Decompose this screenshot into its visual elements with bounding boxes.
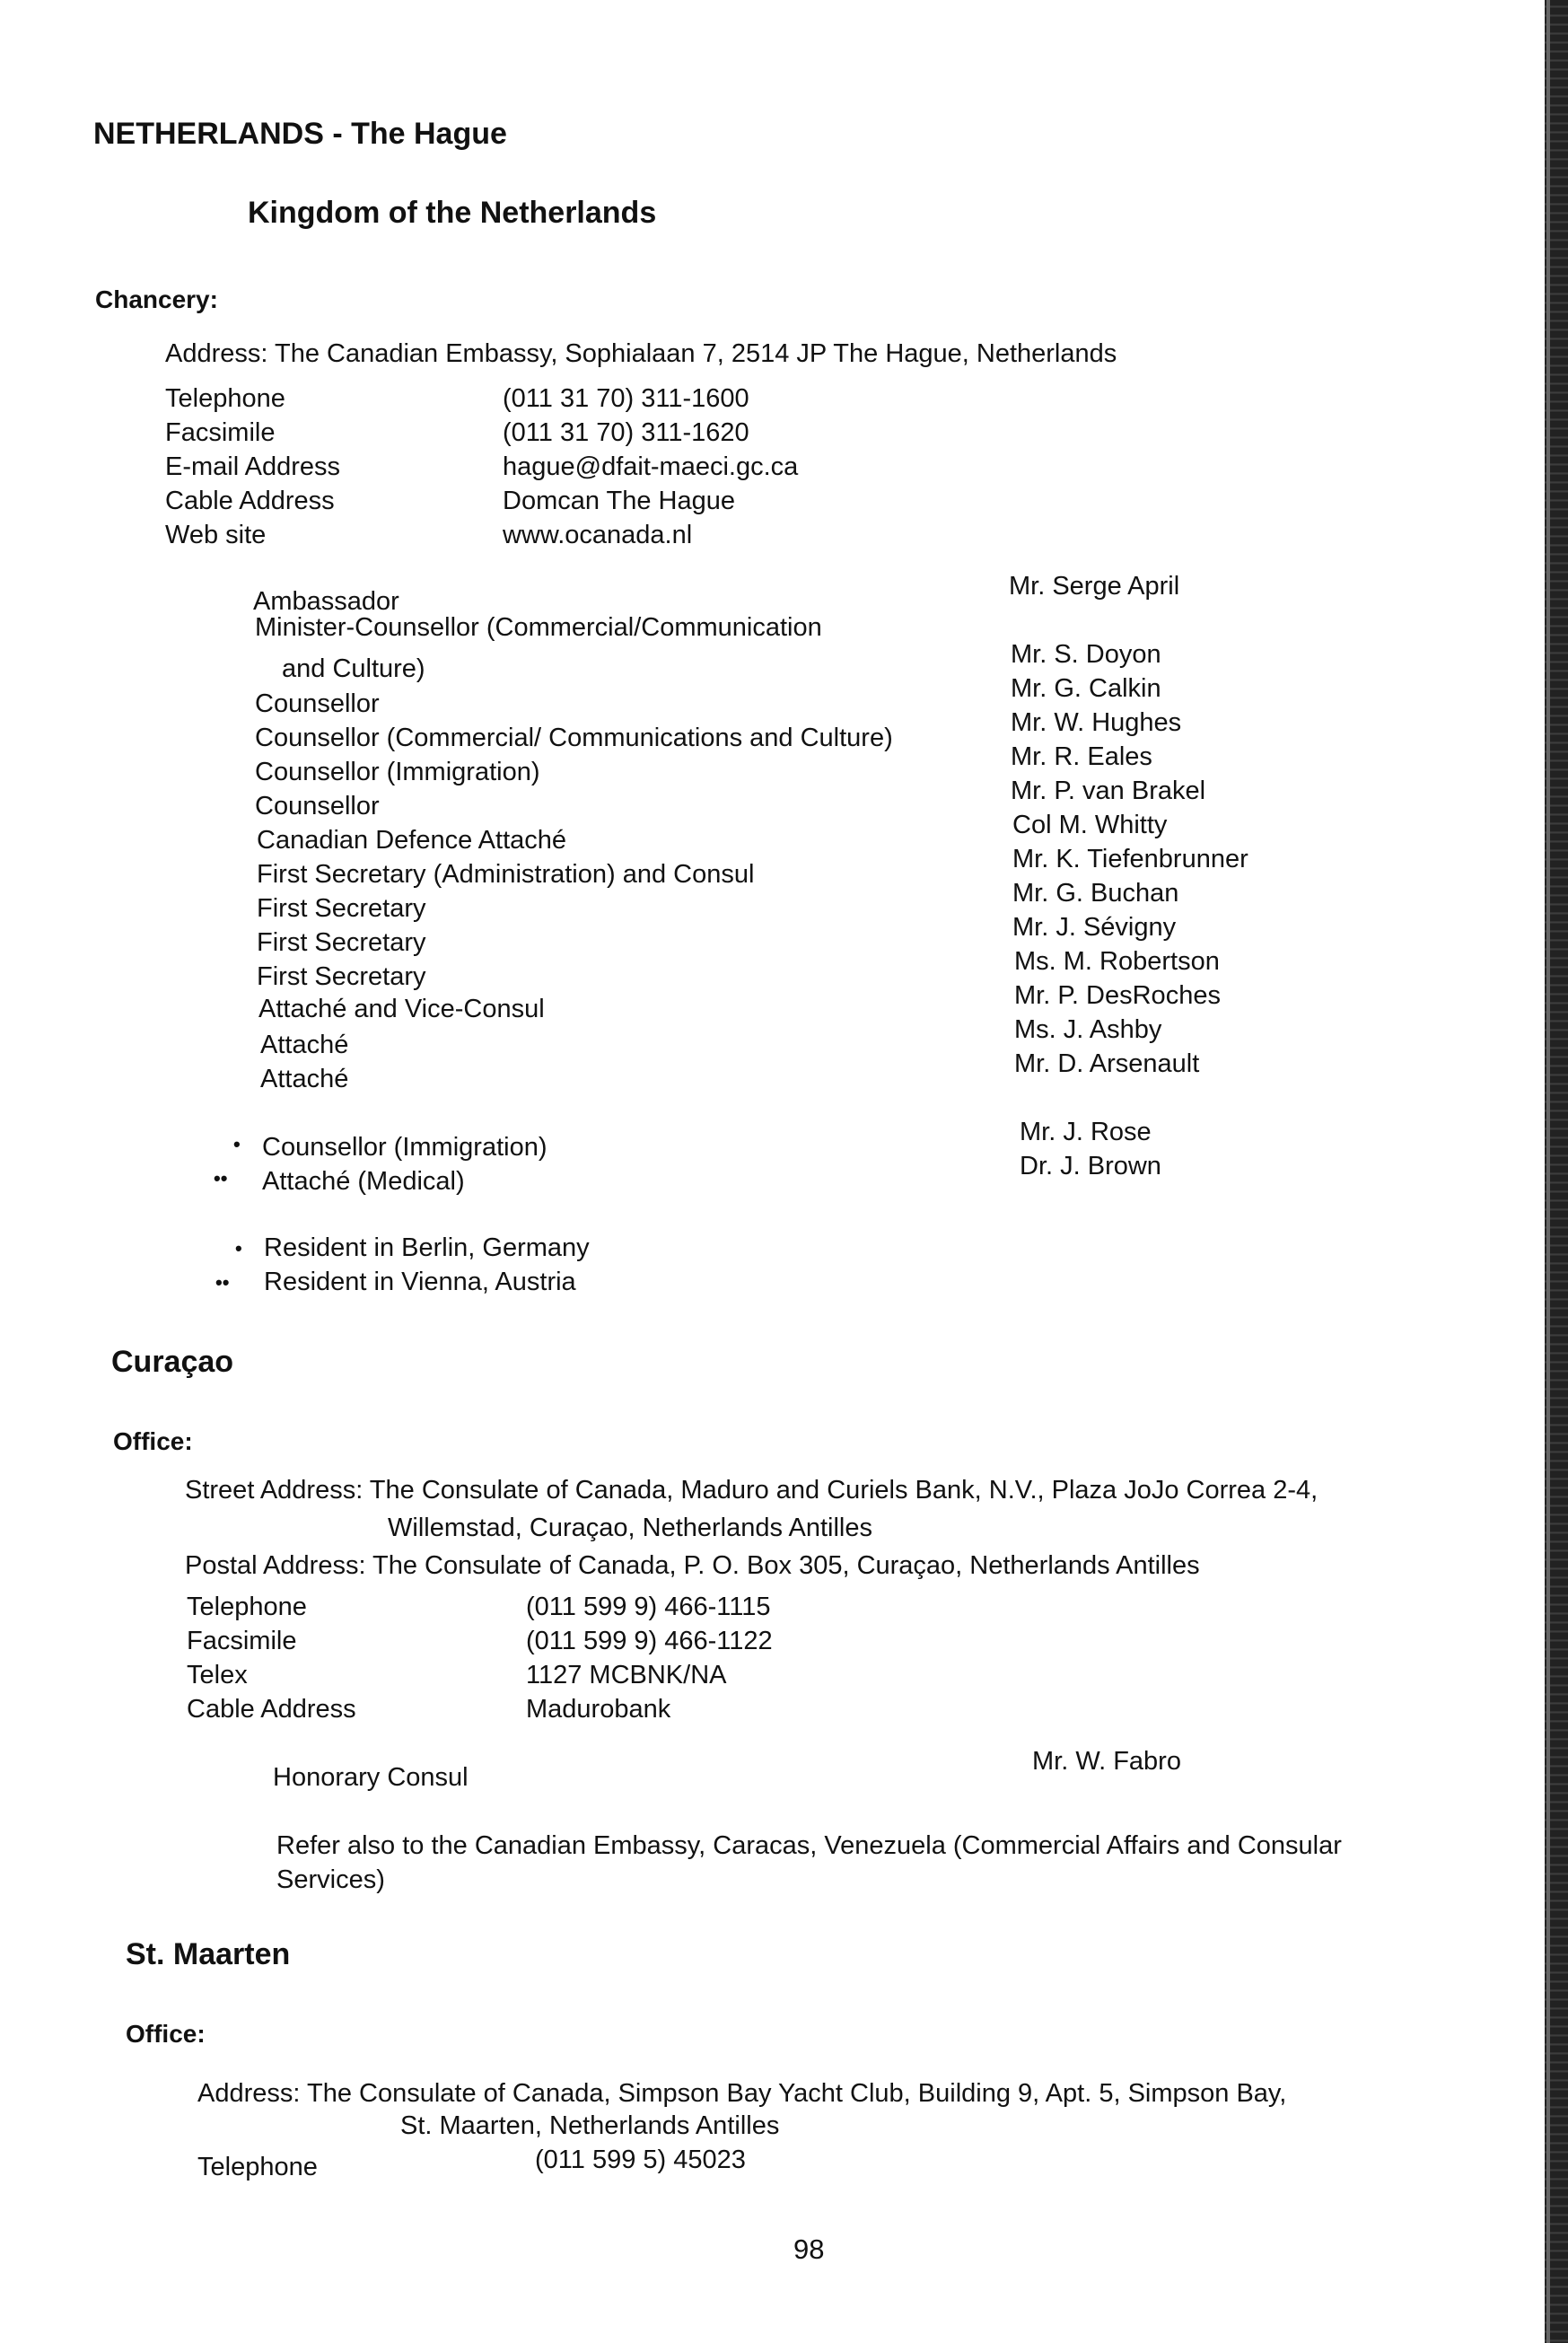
contact-value: (011 31 70) 311-1600	[503, 384, 749, 413]
staff-title: Attaché (Medical)	[262, 1167, 465, 1196]
telephone-value: (011 599 5) 45023	[535, 2146, 746, 2174]
contact-value: 1127 MCBNK/NA	[526, 1661, 727, 1689]
staff-title: and Culture)	[282, 654, 425, 683]
refer-note-cont: Services)	[276, 1865, 385, 1894]
staff-name: Ms. M. Robertson	[1014, 947, 1220, 976]
contact-row	[187, 1661, 994, 1695]
contact-label: Telex	[187, 1661, 248, 1689]
contact-row	[187, 1593, 994, 1627]
footnote-marker: •	[233, 1133, 241, 1155]
telephone-label: Telephone	[197, 2153, 318, 2181]
contact-value: (011 31 70) 311-1620	[503, 418, 749, 447]
staff-name: Mr. G. Buchan	[1012, 879, 1179, 908]
contact-label: E-mail Address	[165, 452, 341, 481]
contact-value: (011 599 9) 466-1122	[526, 1627, 773, 1655]
staff-name: Col M. Whitty	[1012, 811, 1168, 839]
staff-title: First Secretary (Administration) and Consul	[257, 860, 755, 889]
staff-title: Canadian Defence Attaché	[257, 826, 567, 855]
contact-row	[165, 521, 973, 555]
staff-title: First Secretary	[257, 894, 426, 923]
contact-value: (011 599 9) 466-1115	[526, 1593, 771, 1621]
footnote-marker: •	[235, 1237, 242, 1259]
staff-name: Mr. G. Calkin	[1011, 674, 1161, 703]
staff-title: Counsellor (Immigration)	[262, 1133, 547, 1162]
staff-name: Mr. P. DesRoches	[1014, 981, 1221, 1010]
staff-title: Attaché	[260, 1065, 349, 1093]
staff-title: Ambassador	[253, 587, 399, 616]
contact-label: Cable Address	[165, 487, 335, 515]
staff-title: Counsellor (Immigration)	[255, 758, 540, 786]
footnote-marker: ••	[215, 1271, 230, 1294]
contact-label: Telephone	[187, 1593, 307, 1621]
binding-edge-line	[1546, 0, 1550, 2343]
consul-title: Honorary Consul	[273, 1763, 469, 1792]
staff-name: Mr. D. Arsenault	[1014, 1049, 1200, 1078]
staff-title: Counsellor (Commercial/ Communications and Culture)	[255, 724, 893, 752]
contact-row	[165, 418, 973, 452]
staff-name: Mr. R. Eales	[1011, 742, 1152, 771]
contact-row	[165, 452, 973, 487]
staff-name: Mr. K. Tiefenbrunner	[1012, 845, 1248, 873]
staff-title: Counsellor	[255, 689, 380, 718]
staff-name: Mr. W. Hughes	[1011, 708, 1182, 737]
contact-row	[187, 1695, 994, 1729]
contact-label: Facsimile	[187, 1627, 297, 1655]
staff-title: Attaché	[260, 1031, 349, 1059]
street-address-cont: Willemstad, Curaçao, Netherlands Antilles	[388, 1514, 872, 1542]
staff-name: Mr. P. van Brakel	[1011, 777, 1206, 805]
chancery-label: Chancery:	[95, 285, 218, 313]
staff-title: Counsellor	[255, 792, 380, 820]
contact-value: Domcan The Hague	[503, 487, 736, 515]
chancery-address: Address: The Canadian Embassy, Sophialaan 7, 2514 JP The Hague, Netherlands	[165, 339, 1117, 368]
contact-label: Telephone	[165, 384, 285, 413]
staff-name: Mr. J. Sévigny	[1012, 913, 1177, 942]
footnote-text: Resident in Berlin, Germany	[264, 1233, 590, 1262]
contact-row	[165, 487, 973, 521]
page-number: 98	[793, 2233, 825, 2265]
staff-name: Mr. Serge April	[1009, 572, 1180, 601]
contact-label: Cable Address	[187, 1695, 356, 1724]
footnote-marker: ••	[214, 1167, 228, 1189]
postal-address: Postal Address: The Consulate of Canada, P. O. Box 305, Curaçao, Netherlands Antilles	[185, 1551, 1200, 1580]
contact-row	[165, 384, 973, 418]
office-label: Office:	[126, 2020, 206, 2048]
contact-label: Facsimile	[165, 418, 276, 447]
address-cont: St. Maarten, Netherlands Antilles	[400, 2111, 780, 2140]
section-heading-netherlands: NETHERLANDS - The Hague	[93, 117, 507, 151]
staff-name: Mr. S. Doyon	[1011, 640, 1161, 669]
staff-name: Ms. J. Ashby	[1014, 1015, 1162, 1044]
office-label: Office:	[113, 1427, 193, 1455]
contact-value: Madurobank	[526, 1695, 671, 1724]
staff-title: Attaché and Vice-Consul	[258, 995, 545, 1023]
section-heading-st-maarten: St. Maarten	[126, 1937, 291, 1971]
refer-note: Refer also to the Canadian Embassy, Caracas, Venezuela (Commercial Affairs and Consular	[276, 1831, 1342, 1860]
staff-title: First Secretary	[257, 928, 426, 957]
contact-value: hague@dfait-maeci.gc.ca	[503, 452, 799, 481]
street-address: Street Address: The Consulate of Canada, Maduro and Curiels Bank, N.V., Plaza JoJo Correa 2-4,	[185, 1476, 1318, 1505]
section-subheading: Kingdom of the Netherlands	[248, 196, 657, 230]
contact-value: www.ocanada.nl	[503, 521, 693, 549]
section-heading-curacao: Curaçao	[111, 1345, 234, 1379]
staff-title: Minister-Counsellor (Commercial/Communication	[255, 613, 822, 642]
consul-name: Mr. W. Fabro	[1032, 1747, 1181, 1776]
staff-name: Mr. J. Rose	[1020, 1118, 1152, 1146]
contact-label: Web site	[165, 521, 267, 549]
staff-title: First Secretary	[257, 962, 426, 991]
contact-row	[187, 1627, 994, 1661]
address: Address: The Consulate of Canada, Simpson Bay Yacht Club, Building 9, Apt. 5, Simpson Bay,	[197, 2079, 1287, 2108]
footnote-text: Resident in Vienna, Austria	[264, 1268, 576, 1296]
staff-name: Dr. J. Brown	[1020, 1152, 1161, 1180]
